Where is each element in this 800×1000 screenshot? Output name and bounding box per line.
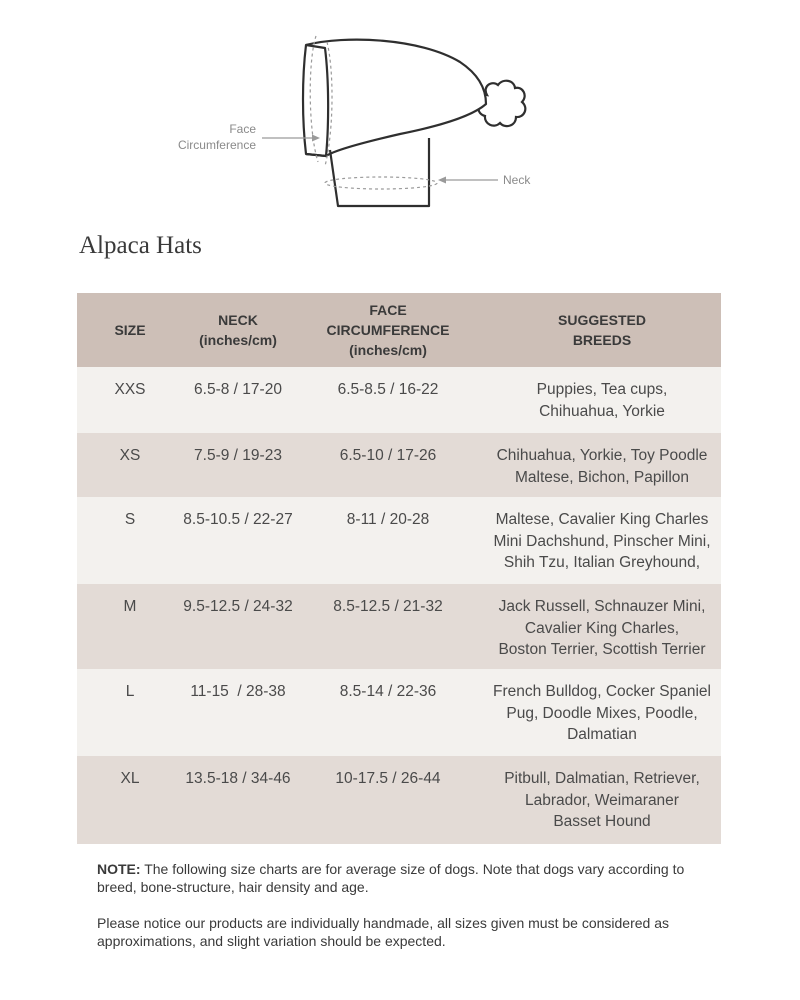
handmade-note: Please notice our products are individually handmade, all sizes given must be considered as approximations, and slight variation should be expected.	[97, 915, 669, 949]
table-row	[77, 433, 721, 497]
table-header-row	[77, 293, 721, 367]
breeds-line: Shih Tzu, Italian Greyhound,	[503, 554, 701, 571]
table-row	[77, 584, 721, 669]
size-note	[97, 860, 717, 896]
header-size	[77, 293, 183, 367]
breeds-line: Puppies, Tea cups,	[536, 381, 668, 398]
table-row	[77, 669, 721, 756]
note-label: NOTE:	[97, 861, 141, 877]
breeds-line: Chihuahua, Yorkie	[539, 402, 665, 420]
header-breeds	[483, 293, 721, 367]
page-title: Alpaca Hats	[79, 232, 202, 259]
breeds-line: Maltese, Bichon, Papillon	[514, 468, 690, 486]
breeds-line: Pug, Doodle Mixes, Poodle,	[506, 704, 698, 722]
breeds-line: Basset Hound	[553, 813, 651, 830]
face-cell: 6.5-10 / 17-26	[293, 433, 483, 497]
breeds-line: Jack Russell, Schnauzer Mini,	[498, 598, 706, 615]
neck-cell: 7.5-9 / 19-23	[183, 433, 293, 497]
face-label-line1: Face	[229, 122, 256, 136]
face-cell: 10-17.5 / 26-44	[293, 756, 483, 844]
table-row	[77, 367, 721, 433]
neck-cell: 8.5-10.5 / 22-27	[183, 497, 293, 584]
header-face-line: FACE	[369, 302, 407, 318]
size-cell: XS	[77, 433, 183, 497]
size-cell: M	[77, 584, 183, 669]
breeds-line: Chihuahua, Yorkie, Toy Poodle	[496, 447, 708, 464]
breeds-line: Mini Dachshund, Pinscher Mini,	[493, 532, 711, 550]
header-neck	[183, 293, 293, 367]
header-neck-line: NECK	[218, 312, 258, 328]
breeds-line: Dalmatian	[567, 726, 637, 743]
neck-cell: 9.5-12.5 / 24-32	[183, 584, 293, 669]
notes-section	[97, 860, 717, 968]
neck-cell: 13.5-18 / 34-46	[183, 756, 293, 844]
breeds-cell	[483, 584, 721, 669]
header-face-unit: (inches/cm)	[349, 342, 427, 358]
header-face-line: CIRCUMFERENCE	[326, 322, 450, 338]
neck-cell: 11-15 / 28-38	[183, 669, 293, 756]
header-breeds-line: BREEDS	[572, 332, 632, 348]
breeds-cell	[483, 367, 721, 433]
hat-illustration	[0, 0, 800, 230]
face-cell: 6.5-8.5 / 16-22	[293, 367, 483, 433]
neck-label: Neck	[503, 173, 531, 187]
neck-arrow-icon	[438, 177, 498, 184]
breeds-cell	[483, 669, 721, 756]
table-row	[77, 497, 721, 584]
face-cell: 8.5-14 / 22-36	[293, 669, 483, 756]
breeds-cell	[483, 433, 721, 497]
breeds-line: Maltese, Cavalier King Charles	[495, 511, 709, 528]
header-neck-unit: (inches/cm)	[199, 332, 277, 348]
table-row	[77, 756, 721, 844]
header-face	[293, 293, 483, 367]
hat-outline	[303, 40, 486, 206]
breeds-line: French Bulldog, Cocker Spaniel	[493, 683, 711, 700]
size-cell: S	[77, 497, 183, 584]
face-cell: 8-11 / 20-28	[293, 497, 483, 584]
breeds-line: Cavalier King Charles,	[524, 619, 680, 637]
face-label-line2: Circumference	[177, 138, 256, 152]
size-chart-table	[77, 293, 721, 844]
face-cell: 8.5-12.5 / 21-32	[293, 584, 483, 669]
size-cell: XXS	[77, 367, 183, 433]
breeds-line: Boston Terrier, Scottish Terrier	[498, 641, 706, 658]
breeds-line: Pitbull, Dalmatian, Retriever,	[504, 770, 700, 787]
breeds-cell	[483, 756, 721, 844]
size-cell: L	[77, 669, 183, 756]
size-cell: XL	[77, 756, 183, 844]
neck-cell: 6.5-8 / 17-20	[183, 367, 293, 433]
breeds-line: Labrador, Weimaraner	[525, 791, 679, 809]
note-text: The following size charts are for average size of dogs. Note that dogs vary according to breed, bone-structure, hair density and age.	[97, 861, 685, 895]
header-size-line: SIZE	[114, 322, 146, 338]
header-breeds-line: SUGGESTED	[558, 312, 646, 328]
breeds-cell	[483, 497, 721, 584]
